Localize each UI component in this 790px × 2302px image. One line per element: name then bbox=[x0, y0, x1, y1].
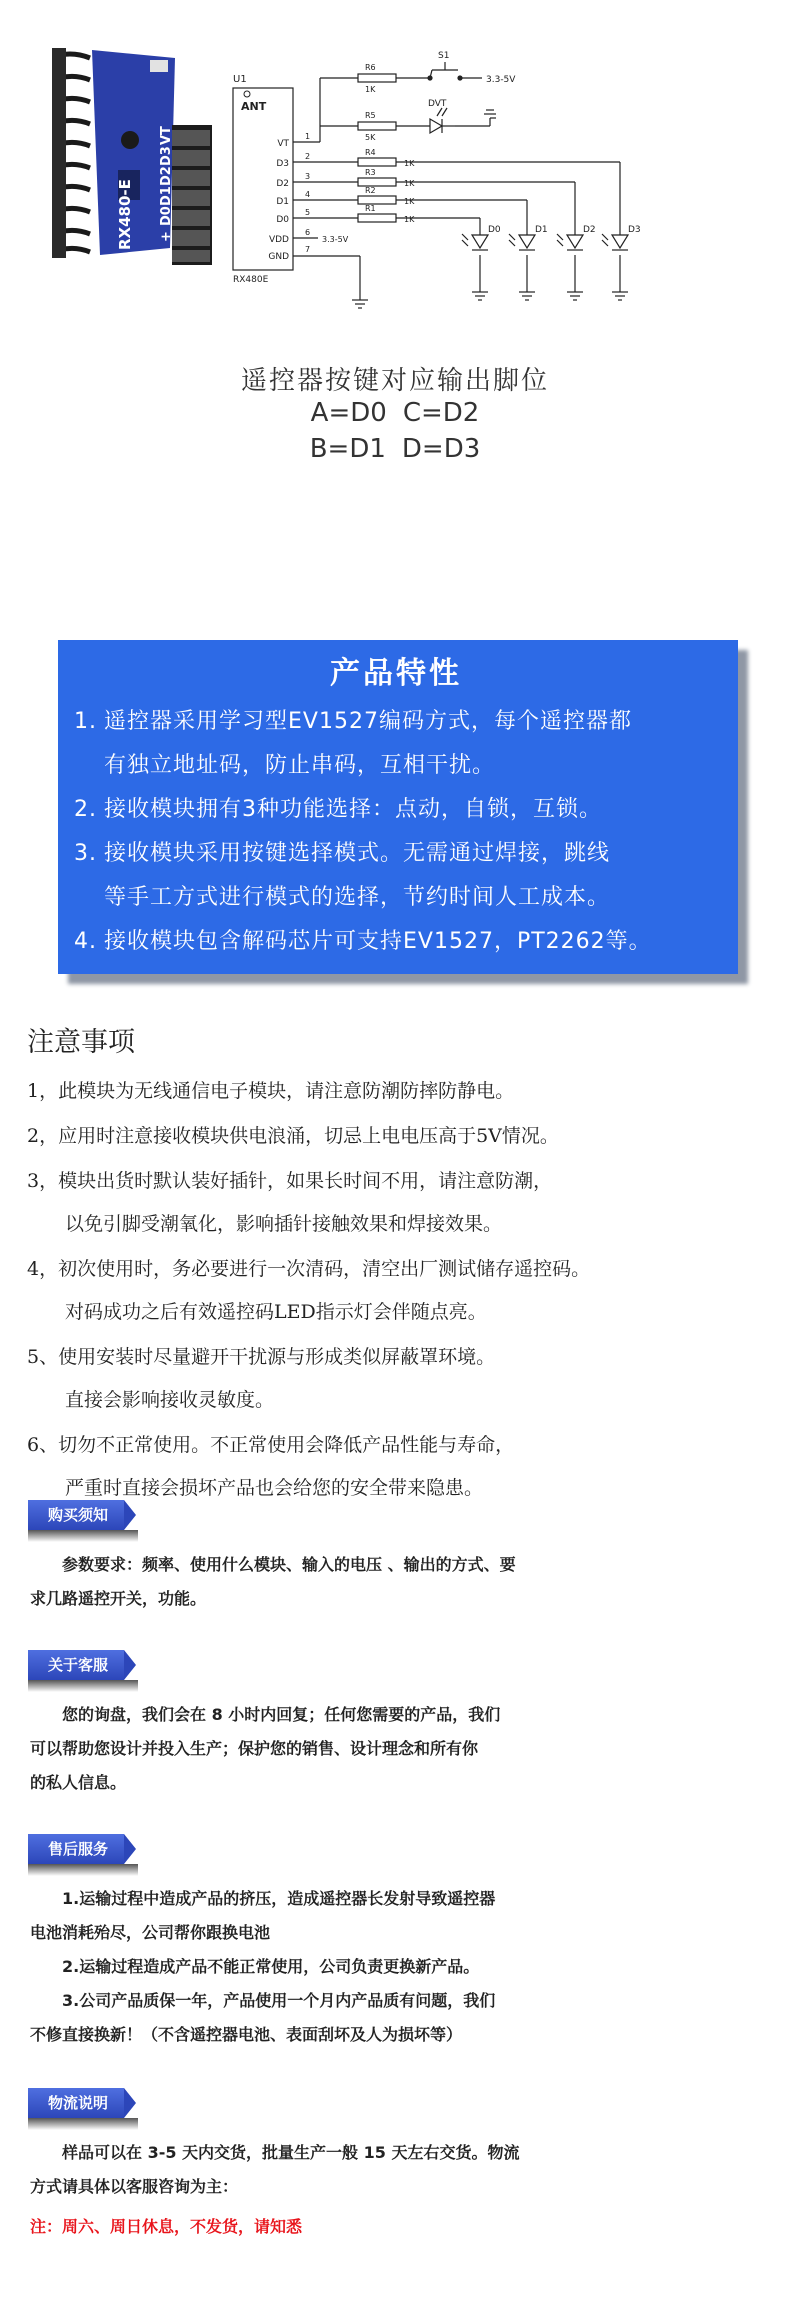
note-text: 3，模块出货时默认装好插针，如果长时间不用，请注意防潮， bbox=[27, 1170, 553, 1192]
resistor-r3 bbox=[358, 178, 396, 186]
note-item bbox=[27, 1160, 767, 1246]
schematic-diagram bbox=[0, 0, 790, 345]
ant-label: ANT bbox=[241, 100, 267, 113]
resistor-name: R1 bbox=[365, 204, 376, 213]
notes-list bbox=[27, 1070, 767, 1512]
tag-shadow bbox=[28, 2118, 138, 2130]
pin-label: D3 bbox=[276, 159, 289, 169]
customer-service-text bbox=[28, 1698, 728, 1800]
terminal-label: VT bbox=[159, 126, 174, 145]
resistors bbox=[358, 74, 396, 222]
text-line: 参数要求：频率、使用什么模块、输入的电压 、输出的方式、要 bbox=[62, 1555, 516, 1574]
output-leds bbox=[462, 234, 628, 250]
pin-mapping-line bbox=[0, 398, 790, 428]
feature-item bbox=[74, 700, 718, 788]
resistor-name: R6 bbox=[365, 63, 376, 72]
resistor-r6 bbox=[358, 74, 396, 82]
led-label: DVT bbox=[428, 99, 447, 109]
feature-number: 1. bbox=[74, 709, 97, 734]
feature-number: 3. bbox=[74, 841, 97, 866]
resistor-value: 1K bbox=[404, 179, 415, 188]
text-line: 您的询盘，我们会在 8 小时内回复；任何您需要的产品，我们 bbox=[62, 1705, 501, 1724]
terminal-label: D1 bbox=[159, 186, 174, 206]
resistor-r1 bbox=[358, 214, 396, 222]
terminal-label: D2 bbox=[159, 166, 174, 186]
purchase-notice-tag: 购买须知 bbox=[28, 1500, 124, 1530]
note-text: 6、切勿不正常使用。不正常使用会降低产品性能与寿命， bbox=[27, 1434, 515, 1456]
logistics-warning: 注：周六、周日休息，不发货，请知悉 bbox=[30, 2217, 303, 2236]
pin-mapping-title: 遥控器按键对应输出脚位 bbox=[240, 366, 549, 396]
note-text: 以免引脚受潮氧化，影响插针接触效果和焊接效果。 bbox=[65, 1213, 503, 1235]
note-item bbox=[27, 1336, 767, 1422]
feature-text: 有独立地址码，防止串码，互相干扰。 bbox=[104, 753, 496, 778]
pin-label: D1 bbox=[276, 197, 289, 207]
logistics-text bbox=[28, 2136, 728, 2244]
pin-mapping-d: D=D3 bbox=[401, 434, 481, 464]
pin-label: VDD bbox=[268, 235, 289, 245]
pin-mapping-c: C=D2 bbox=[402, 398, 480, 428]
terminal-label: - bbox=[159, 254, 174, 260]
note-item bbox=[27, 1115, 767, 1158]
features-title: 产品特性 bbox=[330, 656, 462, 691]
feature-item bbox=[74, 788, 718, 832]
purchase-notice-section bbox=[28, 1500, 728, 1616]
led-label: D3 bbox=[628, 225, 641, 235]
product-features-panel bbox=[58, 640, 738, 974]
led-dvt bbox=[430, 108, 496, 133]
tag-shadow bbox=[28, 1680, 138, 1692]
led-label: D0 bbox=[488, 225, 501, 235]
note-item bbox=[27, 1424, 767, 1510]
note-text: 5、使用安装时尽量避开干扰源与形成类似屏蔽罩环境。 bbox=[27, 1346, 496, 1368]
note-text: 严重时直接会损坏产品也会给您的安全带来隐患。 bbox=[65, 1477, 484, 1499]
chip-part-label: RX480E bbox=[233, 275, 269, 285]
note-text: 直接会影响接收灵敏度。 bbox=[65, 1389, 275, 1411]
terminal-label: D0 bbox=[159, 206, 174, 226]
note-item bbox=[27, 1070, 767, 1113]
feature-number: 4. bbox=[74, 929, 97, 954]
pin-mapping-a: A=D0 bbox=[310, 398, 387, 428]
text-line: 1.运输过程中造成产品的挤压，造成遥控器长发射导致遥控器 bbox=[62, 1889, 496, 1908]
note-text: 2，应用时注意接收模块供电浪涌，切忌上电电压高于5V情况。 bbox=[27, 1125, 559, 1147]
feature-item bbox=[74, 832, 718, 920]
pin-mapping-b: B=D1 bbox=[309, 434, 386, 464]
ground-symbols bbox=[352, 292, 628, 308]
chip-label: U1 bbox=[233, 74, 247, 85]
note-text: 4，初次使用时，务必要进行一次清码，清空出厂测试储存遥控码。 bbox=[27, 1258, 591, 1280]
resistor-name: R5 bbox=[365, 111, 376, 120]
led-label: D2 bbox=[583, 225, 596, 235]
module-label: RX480-E bbox=[116, 179, 134, 250]
text-line: 2.运输过程造成产品不能正常使用，公司负责更换新产品。 bbox=[62, 1957, 480, 1976]
text-line: 不修直接换新！（不含遥控器电池、表面刮坏及人为损坏等） bbox=[30, 2025, 463, 2044]
feature-text: 等手工方式进行模式的选择，节约时间人工成本。 bbox=[104, 885, 611, 910]
circuit-wires bbox=[293, 78, 620, 300]
feature-text: 接收模块包含解码芯片可支持EV1527，PT2262等。 bbox=[104, 929, 652, 954]
text-line: 求几路遥控开关，功能。 bbox=[30, 1589, 207, 1608]
note-text: 1，此模块为无线通信电子模块，请注意防潮防摔防静电。 bbox=[27, 1080, 515, 1102]
resistor-r5 bbox=[358, 122, 396, 130]
after-sales-section bbox=[28, 1834, 728, 2052]
resistor-name: R3 bbox=[365, 168, 376, 177]
pin-number: 7 bbox=[305, 245, 311, 254]
pin-number: 5 bbox=[305, 208, 311, 217]
pin-number: 1 bbox=[305, 132, 311, 141]
feature-text: 遥控器采用学习型EV1527编码方式，每个遥控器都 bbox=[104, 709, 632, 734]
resistor-r4 bbox=[358, 158, 396, 166]
feature-item bbox=[74, 920, 718, 964]
pin-number: 3 bbox=[305, 172, 311, 181]
pin-number: 2 bbox=[305, 152, 311, 161]
text-line: 的私人信息。 bbox=[30, 1773, 127, 1792]
after-sales-text bbox=[28, 1882, 728, 2052]
text-line: 可以帮助您设计并投入生产；保护您的销售、设计理念和所有你 bbox=[30, 1739, 479, 1758]
resistor-value: 1K bbox=[404, 197, 415, 206]
tag-shadow bbox=[28, 1864, 138, 1876]
text-line: 3.公司产品质保一年，产品使用一个月内产品质有问题，我们 bbox=[62, 1991, 496, 2010]
resistor-name: R2 bbox=[365, 186, 376, 195]
feature-text: 接收模块采用按键选择模式。无需通过焊接，跳线 bbox=[104, 841, 611, 866]
logistics-tag: 物流说明 bbox=[28, 2088, 124, 2118]
resistor-r2 bbox=[358, 196, 396, 204]
vdd-label: 3.3-5V bbox=[322, 235, 349, 244]
note-text: 对码成功之后有效遥控码LED指示灯会伴随点亮。 bbox=[65, 1301, 487, 1323]
resistor-value: 1K bbox=[365, 85, 376, 94]
customer-service-tag: 关于客服 bbox=[28, 1650, 124, 1680]
terminal-label: + bbox=[159, 231, 174, 242]
terminal-block bbox=[172, 125, 212, 265]
notes-title: 注意事项 bbox=[27, 1027, 135, 1058]
switch-label: S1 bbox=[438, 51, 450, 61]
text-line: 方式请具体以客服咨询为主： bbox=[30, 2177, 239, 2196]
tag-shadow bbox=[28, 1530, 138, 1542]
pin-mapping-line bbox=[0, 434, 790, 464]
resistor-value: 5K bbox=[365, 133, 376, 142]
led-label: D1 bbox=[535, 225, 548, 235]
pin-number: 6 bbox=[305, 228, 311, 237]
resistor-value: 1K bbox=[404, 215, 415, 224]
terminal-label: D3 bbox=[159, 146, 174, 166]
resistor-value: 1K bbox=[404, 159, 415, 168]
text-line: 样品可以在 3-5 天内交货，批量生产一般 15 天左右交货。物流 bbox=[62, 2143, 520, 2162]
note-item bbox=[27, 1248, 767, 1334]
resistor-name: R4 bbox=[365, 148, 376, 157]
pin-label: D0 bbox=[276, 215, 289, 225]
pin-label: VT bbox=[277, 139, 289, 149]
pin-label: GND bbox=[268, 252, 289, 262]
customer-service-section bbox=[28, 1650, 728, 1800]
pin-label: D2 bbox=[276, 179, 289, 189]
logistics-section bbox=[28, 2088, 728, 2244]
supply-label: 3.3-5V bbox=[486, 75, 516, 85]
feature-text: 接收模块拥有3种功能选择：点动，自锁，互锁。 bbox=[104, 797, 602, 822]
switch-s1 bbox=[428, 62, 462, 80]
purchase-notice-text bbox=[28, 1548, 728, 1616]
pin-number: 4 bbox=[305, 190, 311, 199]
feature-number: 2. bbox=[74, 797, 97, 822]
after-sales-tag: 售后服务 bbox=[28, 1834, 124, 1864]
text-line: 电池消耗殆尽，公司帮你跟换电池 bbox=[30, 1923, 271, 1942]
